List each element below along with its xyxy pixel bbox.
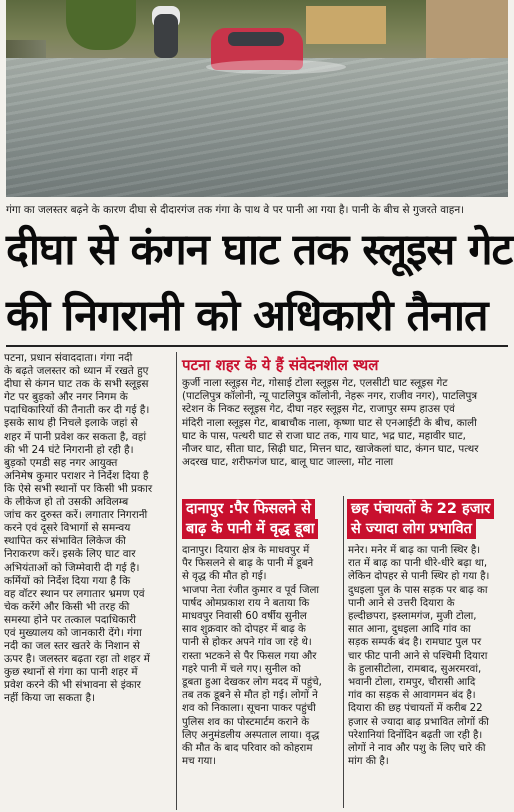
sensitive-place-line: (पाटलिपुत्र कॉलोनी, न्यू पाटलिपुत्र कॉलोनी, नेहरू नगर, राजीव नगर), पाटलिपुत्र <box>182 390 477 403</box>
story-line: बुड़को एमडी सह नगर आयुक्त <box>4 456 118 469</box>
story-line: कर्मियों को निर्देश दिया गया है कि <box>4 574 131 587</box>
story-line: मांग की है। <box>348 756 389 768</box>
story-line: प्रवेश करने की भी संभावना से इंकार <box>4 679 141 692</box>
story-line: एवं मुख्यालय को जानकारी देंगे। गंगा <box>4 626 142 639</box>
story-line: दियारा की छह पंचायतों में करीब 22 <box>348 703 483 715</box>
story-line: हल्दीछपरा, इस्लामगंज, मुजी टोला, <box>348 611 477 623</box>
story-line: पटना, प्रधान संवाददाता। गंगा नदी <box>4 352 133 364</box>
story-line: के लीकेज हो तो उसकी अविलम्ब <box>4 496 129 509</box>
main-story <box>4 352 174 706</box>
story-line: के हुलासीटोला, रामबाद, सुअरमरवां, <box>348 663 482 675</box>
story-line: रात में बाढ़ का पानी धीरे-धीरे बढ़ा था, <box>348 558 488 570</box>
headline-rule <box>6 345 508 347</box>
story-line: समस्या होने पर तत्काल पदाधिकारी <box>4 613 136 626</box>
story-line: कुछ स्थानों से गंगा का पानी शहर में <box>4 666 138 679</box>
story-line: मनेर। मनेर में बाढ़ का पानी स्थिर है। <box>348 545 481 556</box>
story-line: शव को निकाला। सूचना पाकर पहुंची <box>182 703 316 715</box>
splash <box>206 60 346 74</box>
panchayat-headline-2: से ज्यादा लोग प्रभावित <box>347 519 476 539</box>
sensitive-places-title: पटना शहर के ये हैं संवेदनशील स्थल <box>182 356 379 374</box>
story-line: की भी 24 घंटे निगरानी हो रही है। <box>4 443 134 456</box>
story-line: गांव का सड़क से आवागमन बंद है। <box>348 690 476 702</box>
story-line: परेशानियां दिनोंदिन बढ़ती जा रही है। <box>348 729 483 741</box>
sensitive-place-line: कुर्जी नाला स्लूइस गेट, गोसाई टोला स्लूइस गेट, एलसीटी घाट स्लूइस गेट <box>182 377 448 389</box>
sensitive-place-line: अदरख घाट, शरीफगंज घाट, बालू घाट जाल्ला, मोट नाला <box>182 456 394 469</box>
story-line: हजार से ज्यादा बाढ़ प्रभावित लोगों की <box>348 716 489 728</box>
story-line: दीघा से कंगन घाट तक के सभी स्लूइस <box>4 378 149 391</box>
headline-line-1: दीघा से कंगन घाट तक स्लूइस गेट <box>6 225 513 275</box>
story-line: माधवपुर निवासी 60 वर्षीय सुनील <box>182 611 307 623</box>
building-shape <box>426 0 508 58</box>
story-line: तब तक डूबने से मौत हो गई। लोगों ने <box>182 690 318 702</box>
story-line: सड़क सम्पर्क बंद है। रामघाट पुल पर <box>348 637 482 649</box>
story-line: दानापुर। दियारा क्षेत्र के माधवपुर में <box>182 545 310 556</box>
sensitive-place-line: घाट के पास, पत्थरी घाट से राजा घाट तक, गाय घाट, भद्र घाट, महावीर घाट, <box>182 429 466 442</box>
danapur-story <box>182 544 340 768</box>
story-line: पदाधिकारियों की तैनाती कर दी गई है। <box>4 404 150 417</box>
story-line: गहरे पानी में चले गए। सुनील को <box>182 663 301 675</box>
story-line: से वृद्ध की मौत हो गई। <box>182 571 267 583</box>
story-line: के बढ़ते जलस्तर को ध्यान में रखते हुए <box>4 365 149 378</box>
story-line: पैर फिसलने से बाढ़ के पानी में डूबने <box>182 558 314 570</box>
story-line: इसके साथ ही निचले इलाके जहां से <box>4 417 138 430</box>
story-line: लोगों ने नाव और पशु के लिए चारे की <box>348 743 486 755</box>
story-line: भाजपा नेता रंजीत कुमार व पूर्व जिला <box>182 584 320 596</box>
story-line: रास्ता भटकने से पैर फिसल गया और <box>182 650 317 662</box>
story-line: पुलिस शव का पोस्टमार्टम कराने के <box>182 716 310 728</box>
photo-caption: गंगा का जलस्तर बढ़ने के कारण दीघा से दीदारगंज तक गंगा के पाथ वे पर पानी आ गया है। पानी के बीच से गुजरते वाहन। <box>6 204 465 216</box>
danapur-headline-2: बाढ़ के पानी में वृद्ध डूबा <box>182 519 318 539</box>
story-line: नहीं किया जा सकता है। <box>4 692 95 705</box>
motorbike-shape <box>154 14 178 58</box>
story-line: मच गया। <box>182 756 216 768</box>
story-line: चार फीट पानी आने से पश्चिमी दियारा <box>348 650 488 662</box>
story-line: ऊपर है। जलस्तर बढ़ता रहा तो शहर में <box>4 653 150 666</box>
panchayat-headline-1: छह पंचायतों के 22 हजार <box>347 499 494 519</box>
story-line: वह वॉटर स्थान पर लगातार भ्रमण एवं <box>4 587 145 600</box>
sensitive-place-line: मंदिरी नाला स्लूइस गेट, बाबाचौक नाला, कृष्णा घाट से एनआईटी के बीच, काली <box>182 416 477 429</box>
sensitive-places-text <box>182 377 508 469</box>
story-line: जांच कर दुरुस्त करें। लगातार निगरानी <box>4 509 148 522</box>
story-line: लेकिन दोपहर से पानी स्थिर हो गया है। <box>348 571 490 583</box>
story-line: पानी आने से उत्तरी दियारा के <box>348 597 455 609</box>
story-line: शहर में पानी प्रवेश कर सकता है, वहां <box>4 430 147 443</box>
story-line: लिए अनुमंडलीय अस्पताल लाया। वृद्ध <box>182 729 320 741</box>
story-line: सात आना, दुधइला आदि गांव का <box>348 624 471 636</box>
story-line: पार्षद ओमप्रकाश राय ने बताया कि <box>182 597 310 609</box>
car-window <box>228 32 284 46</box>
story-line: स्थापित कर संभावित लिकेज की <box>4 535 126 548</box>
floodwater <box>6 58 508 197</box>
panchayat-story <box>348 544 510 768</box>
headline-line-2: की निगरानी को अधिकारी तैनात <box>6 291 488 341</box>
story-line: पानी से होकर अपने गांव जा रहे थे। <box>182 637 312 649</box>
story-line: साव शुक्रवार को दोपहर में बाढ़ के <box>182 624 306 636</box>
sensitive-place-line: नौजर घाट, सीता घाट, सिढ़ी घाट, मित्तन घाट, खाजेकलां घाट, कंगन घाट, पत्थर <box>182 443 479 456</box>
story-line: नदी का जल स्तर खतरे के निशान से <box>4 640 140 653</box>
story-line: की मौत के बाद परिवार को कोहराम <box>182 743 313 755</box>
story-line: करने एवं दूसरे विभागों से समन्वय <box>4 522 131 535</box>
story-line: निराकरण करें। इसके लिए घाट वार <box>4 548 136 561</box>
story-line: कि ऐसे सभी स्थानों पर किसी भी प्रकार <box>4 482 153 495</box>
story-line: डूबता हुआ देखकर लोग मदद में पहुंचे, <box>182 677 322 689</box>
column-divider <box>176 352 177 810</box>
danapur-headline-1: दानापुर :पैर फिसलने से <box>182 499 315 519</box>
story-line: दुधइला पुल के पास सड़क पर बाढ़ का <box>348 584 488 596</box>
story-line: गेट पर बुड़को और नगर निगम के <box>4 391 128 404</box>
story-line: अभियंताओं को जिम्मेवारी दी गई है। <box>4 561 140 574</box>
flood-photo <box>6 0 508 197</box>
building-shape <box>306 6 386 44</box>
story-line: चेक करेंगे और किसी भी तरह की <box>4 600 130 613</box>
story-line: भवानी टोला, रामपुर, चौरासी आदि <box>348 677 476 689</box>
story-line: अनिमेष कुमार पराशर ने निर्देश दिया है <box>4 469 149 482</box>
column-divider <box>343 496 344 808</box>
sensitive-place-line: स्टेशन के निकट स्लूइस गेट, दीघा नहर स्लूइस गेट, राजापुर सम्प हाउस एवं <box>182 403 455 416</box>
tree-shape <box>66 0 136 50</box>
